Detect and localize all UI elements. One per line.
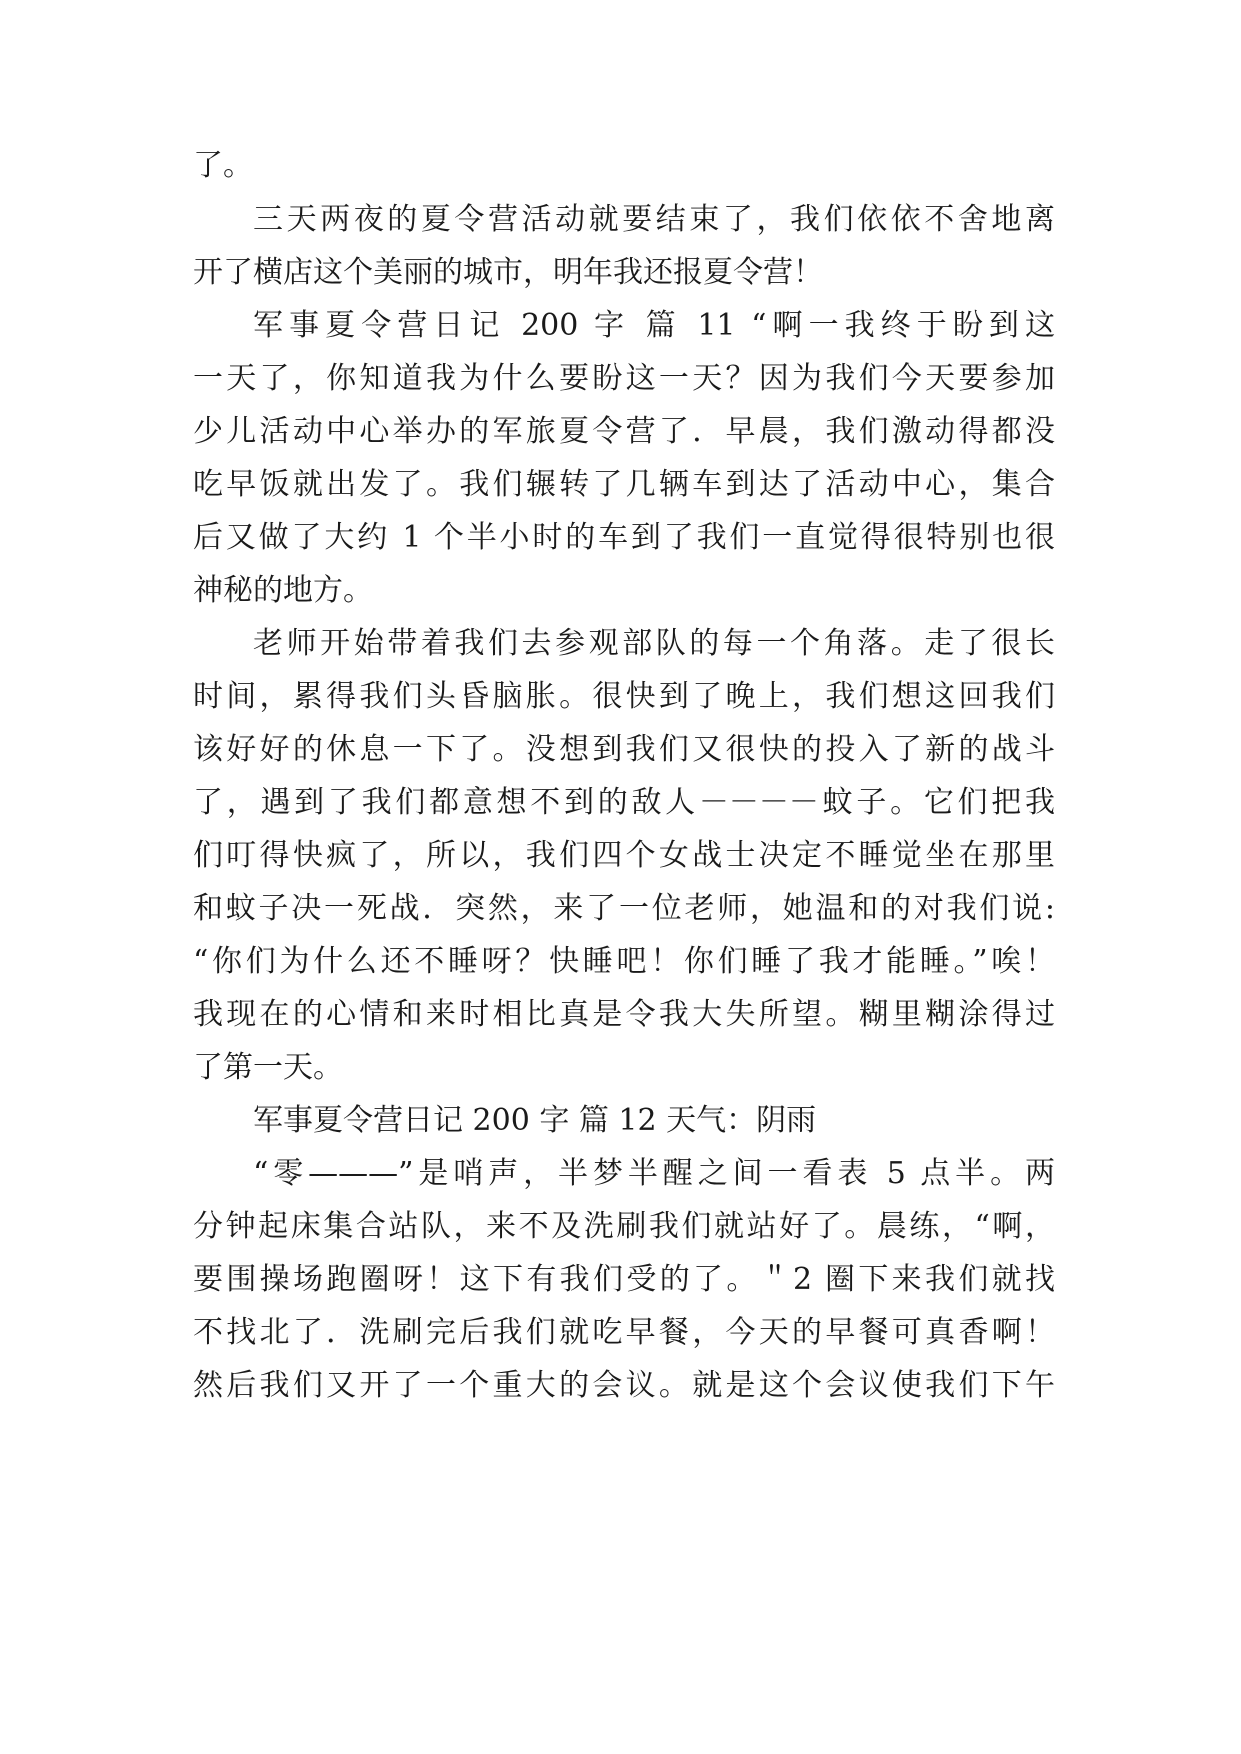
text-line: 然后我们又开了一个重大的会议。就是这个会议使我们下午 xyxy=(193,1368,1055,1403)
text-line: 了。 xyxy=(193,148,253,183)
text-line: 该好好的休息一下了。没想到我们又很快的投入了新的战斗 xyxy=(193,732,1055,767)
text-line: 神秘的地方。 xyxy=(193,573,373,608)
text-line: 们叮得快疯了，所以，我们四个女战士决定不睡觉坐在那里 xyxy=(193,838,1055,873)
article-heading-line: 军事夏令营日记 200 字 篇 11 “啊一我终于盼到这 xyxy=(253,308,1055,343)
paragraph-start-line: 三天两夜的夏令营活动就要结束了，我们依依不舍地离 xyxy=(253,202,1055,237)
text-line: 和蚊子决一死战．突然，来了一位老师，她温和的对我们说: xyxy=(193,891,1055,926)
text-line: 一天了，你知道我为什么要盼这一天？因为我们今天要参加 xyxy=(193,361,1055,396)
text-line: 我现在的心情和来时相比真是令我大失所望。糊里糊涂得过 xyxy=(193,997,1055,1032)
text-line: “你们为什么还不睡呀？快睡吧！你们睡了我才能睡。”唉！ xyxy=(193,944,1055,979)
text-line: 开了横店这个美丽的城市，明年我还报夏令营！ xyxy=(193,255,823,290)
text-line: 要围操场跑圈呀！这下有我们受的了。＂2 圈下来我们就找 xyxy=(193,1262,1055,1297)
text-line: 了第一天。 xyxy=(193,1050,343,1085)
text-line: 少儿活动中心举办的军旅夏令营了．早晨，我们激动得都没 xyxy=(193,414,1055,449)
paragraph-start-line: “零———”是哨声，半梦半醒之间一看表 5 点半。两 xyxy=(253,1156,1055,1191)
text-line: 了，遇到了我们都意想不到的敌人－－－－蚊子。它们把我 xyxy=(193,785,1055,820)
article-heading-line: 军事夏令营日记 200 字 篇 12 天气：阴雨 xyxy=(253,1103,817,1138)
paragraph-start-line: 老师开始带着我们去参观部队的每一个角落。走了很长 xyxy=(253,626,1055,661)
text-line: 后又做了大约 1 个半小时的车到了我们一直觉得很特别也很 xyxy=(193,520,1055,555)
text-line: 时间，累得我们头昏脑胀。很快到了晚上，我们想这回我们 xyxy=(193,679,1055,714)
text-line: 吃早饭就出发了。我们辗转了几辆车到达了活动中心，集合 xyxy=(193,467,1055,502)
text-line: 分钟起床集合站队，来不及洗刷我们就站好了。晨练，“啊， xyxy=(193,1209,1055,1244)
text-line: 不找北了．洗刷完后我们就吃早餐，今天的早餐可真香啊！ xyxy=(193,1315,1055,1350)
